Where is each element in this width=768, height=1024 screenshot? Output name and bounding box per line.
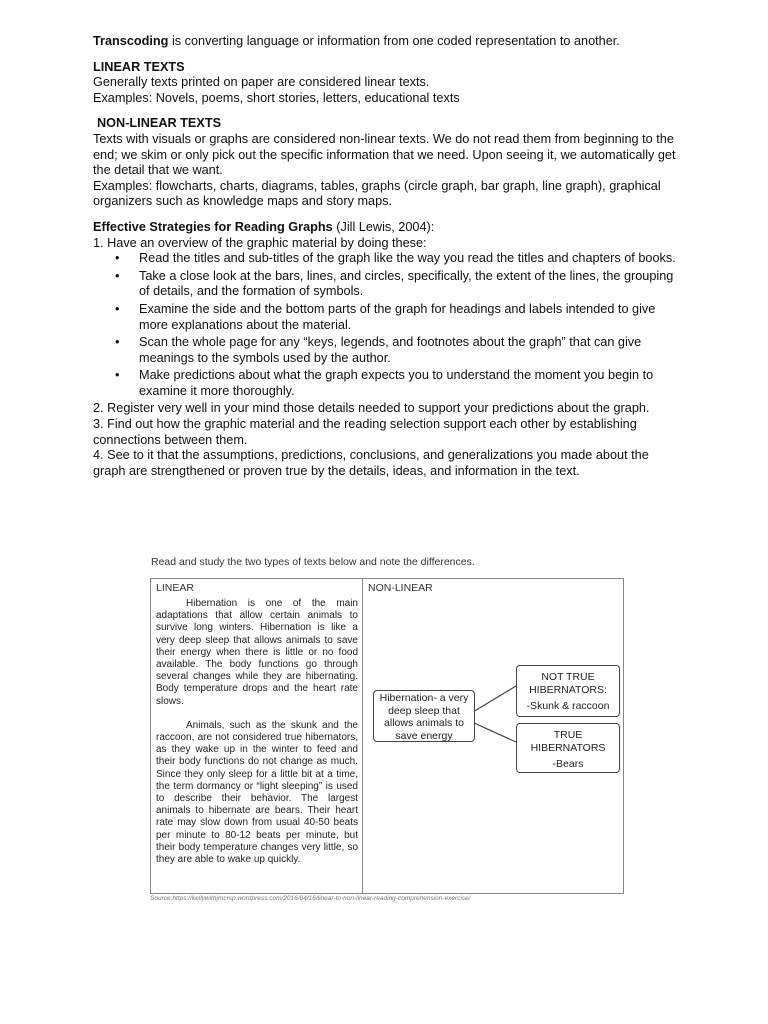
- strategy-bullet-list: [93, 251, 679, 399]
- linear-column-header: LINEAR: [156, 582, 194, 594]
- flowchart-not-true-node: [516, 665, 620, 717]
- transcoding-definition-text: is converting language or information from one coded representation to another.: [168, 34, 620, 48]
- strategy-step-2: 2. Register very well in your mind those details needed to support your predictions about the graph.: [93, 401, 650, 416]
- strategy-bullet: • Examine the side and the bottom parts of the graph for headings and labels intended to give more explanations about the material.: [93, 302, 679, 333]
- nonlinear-texts-examples: Examples: flowcharts, charts, diagrams, tables, graphs (circle graph, bar graph, line graph), graphical organizers such as knowledge maps and story maps.: [93, 178, 661, 209]
- not-true-node-line: HIBERNATORS:: [529, 683, 607, 696]
- strategies-citation: (Jill Lewis, 2004):: [332, 219, 435, 234]
- main-text: [93, 34, 679, 479]
- transcoding-term: Transcoding: [93, 34, 169, 48]
- main-node-line: save energy: [395, 729, 453, 742]
- linear-texts-examples: Examples: Novels, poems, short stories, letters, educational texts: [93, 90, 460, 105]
- main-node-line: Hibernation- a very: [379, 692, 469, 704]
- comparison-figure: [148, 556, 624, 908]
- linear-sample-text: [156, 598, 358, 866]
- strategies-heading: Effective Strategies for Reading Graphs: [93, 219, 333, 234]
- figure-source: Source:https://kellywithjmcrsp.wordpress.com/2016/04/16/linear-to-non-linear-reading-comprehension-exercise/: [150, 895, 471, 902]
- transcoding-definition: [93, 34, 679, 50]
- strategies-title: [93, 220, 679, 236]
- true-node-line: -Bears: [552, 758, 584, 770]
- true-node-line: HIBERNATORS: [530, 741, 606, 754]
- linear-sample-paragraph-2: Animals, such as the skunk and the raccoon, are not considered true hibernators, as they wake up in the winter to feed and their body functions do not change as much. Since they only sleep for a little bit at a time, the term dormancy or “light sleeping” is used to describe their behavior. The largest animals to hibernate are bears. Their heart rate may slow down from usual 40-50 beats per minute to 80-12 beats per minute, but their body temperature changes very little, so they are able to wake up quickly.: [156, 719, 358, 866]
- main-node-line: deep sleep that: [388, 704, 460, 717]
- strategy-bullet: • Take a close look at the bars, lines, and circles, specifically, the extent of the lines, the grouping of details, and the formation of symbols.: [93, 269, 679, 300]
- not-true-node-line: NOT TRUE: [541, 671, 595, 683]
- nonlinear-texts-body: Texts with visuals or graphs are considered non-linear texts. We do not read them from beginning to the end; we skim or only pick out the specific information that we need. Upon seeing it, we automatically get the detail that we want.: [93, 131, 676, 178]
- main-node-line: allows animals to: [384, 717, 464, 729]
- true-node-line: TRUE: [553, 729, 583, 741]
- strategy-step-1: 1. Have an overview of the graphic material by doing these:: [93, 235, 427, 250]
- flowchart-main-node: [373, 690, 475, 742]
- comparison-table: [150, 578, 624, 894]
- nonlinear-texts-heading: NON-LINEAR TEXTS: [97, 116, 222, 131]
- figure-caption: Read and study the two types of texts below and note the differences.: [151, 556, 475, 568]
- strategy-step-4: 4. See to it that the assumptions, predictions, conclusions, and generalizations you made about the graph are strengthened or proven true by the details, ideas, and information in the text.: [93, 448, 649, 478]
- linear-texts-heading: LINEAR TEXTS: [93, 59, 185, 74]
- strategy-bullet: • Scan the whole page for any “keys, legends, and footnotes about the graph” that can give meanings to the symbols used by the author.: [93, 335, 679, 366]
- strategy-bullet: • Make predictions about what the graph expects you to understand the moment you begin to examine it more thoroughly.: [93, 368, 679, 399]
- not-true-node-line: -Skunk & raccoon: [526, 700, 610, 712]
- strategy-step-3: 3. Find out how the graphic material and the reading selection support each other by establishing connections between them.: [93, 417, 637, 447]
- strategy-bullet: • Read the titles and sub-titles of the graph like the way you read the titles and chapters of books.: [93, 251, 679, 267]
- flowchart-true-node: [516, 723, 620, 773]
- linear-texts-line1: Generally texts printed on paper are considered linear texts.: [93, 75, 430, 90]
- nonlinear-column-header: NON-LINEAR: [368, 582, 433, 594]
- linear-sample-paragraph-1: Hibernation is one of the main adaptations that allow certain animals to survive long winters. Hibernation is like a very deep sleep that allows animals to save their energy when there is little or no food available. The body functions go through several changes while they are hibernating. Body temperature drops and the heart rate slows.: [156, 598, 358, 707]
